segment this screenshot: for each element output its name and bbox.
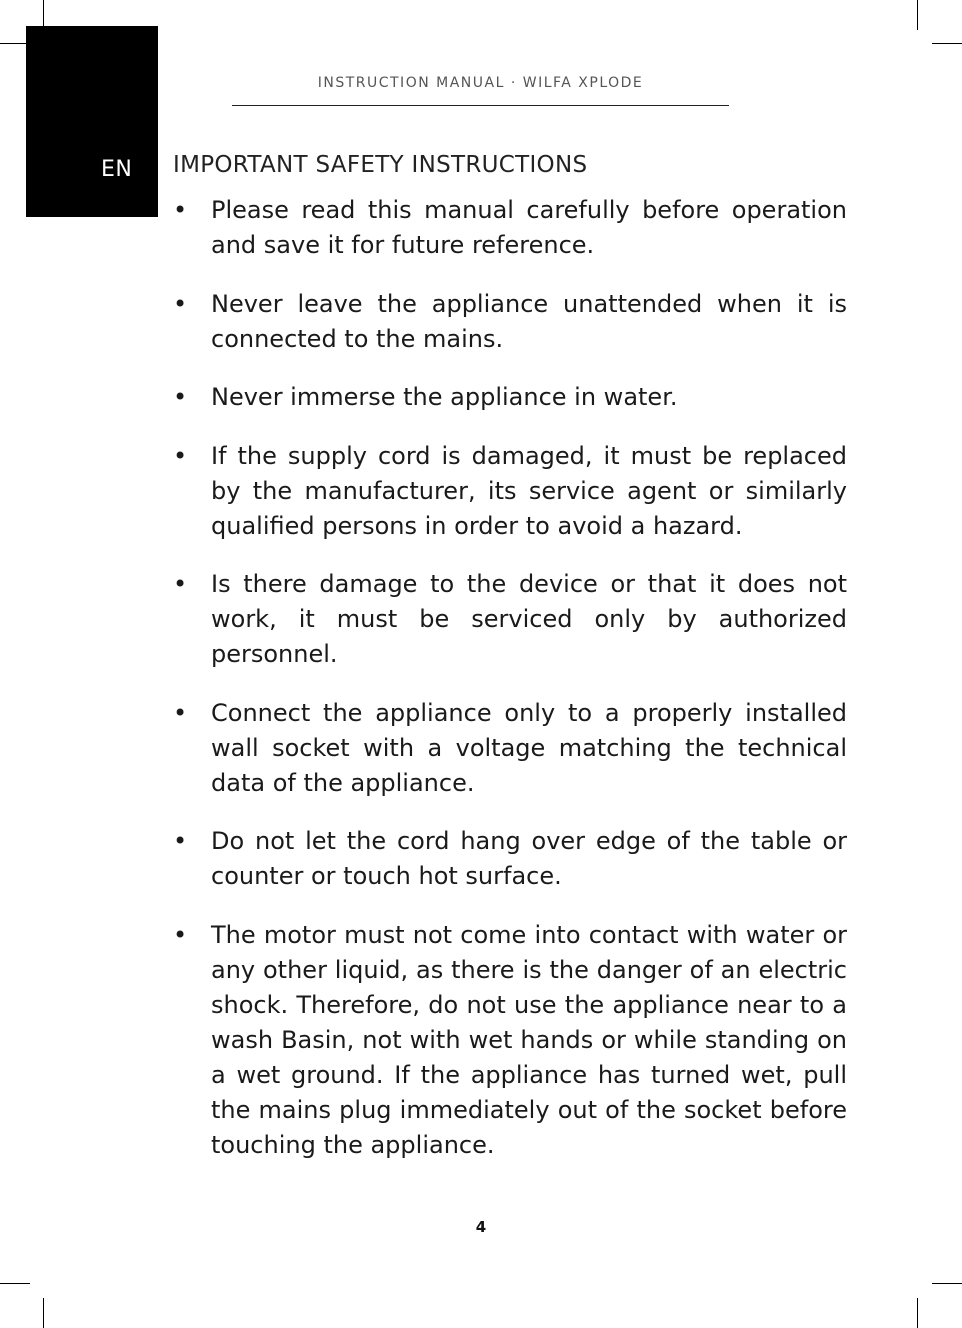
bullet-icon: •: [173, 383, 188, 411]
header-divider: [232, 105, 729, 106]
list-item-text: Connect the appliance only to a properly installed wall socket with a voltage matching the technical data of the appliance.: [211, 698, 847, 797]
bullet-icon: •: [173, 920, 188, 949]
language-tab-label: EN: [101, 157, 133, 182]
bullet-icon: •: [173, 196, 188, 224]
crop-mark-bottom-right-horizontal: [932, 1283, 962, 1284]
crop-mark-top-right-horizontal: [932, 43, 962, 44]
list-item: [173, 287, 847, 357]
language-tab: [26, 26, 158, 217]
crop-mark-bottom-left-horizontal: [0, 1283, 30, 1284]
list-item: [173, 380, 847, 415]
crop-mark-bottom-left-vertical: [43, 1298, 44, 1328]
list-item: [173, 918, 847, 1163]
list-item: [173, 567, 847, 672]
page-number: 4: [475, 1218, 487, 1236]
list-item-text: Never immerse the appliance in water.: [211, 383, 678, 411]
list-item: [173, 193, 847, 263]
list-item-text: Do not let the cord hang over edge of the table or counter or touch hot surface.: [211, 827, 847, 890]
list-item-text: If the supply cord is damaged, it must be replaced by the manufacturer, its service agent or similarly qualified persons in order to avoid a hazard.: [211, 441, 847, 540]
safety-instructions-list: [173, 193, 847, 1186]
bullet-icon: •: [173, 441, 188, 470]
list-item: [173, 696, 847, 801]
running-header: INSTRUCTION MANUAL · WILFA XPLODE: [317, 75, 644, 91]
list-item-text: Never leave the appliance unattended when it is connected to the mains.: [211, 289, 847, 353]
bullet-icon: •: [173, 698, 188, 727]
list-item-text: Is there damage to the device or that it does not work, it must be serviced only by authorized personnel.: [211, 570, 847, 668]
bullet-icon: •: [173, 570, 188, 598]
bullet-icon: •: [173, 827, 188, 855]
list-item: [173, 824, 847, 894]
crop-mark-bottom-right-vertical: [917, 1298, 918, 1328]
list-item: [173, 439, 847, 544]
bullet-icon: •: [173, 289, 188, 318]
crop-mark-top-right-vertical: [917, 0, 918, 30]
section-title: IMPORTANT SAFETY INSTRUCTIONS: [173, 152, 588, 178]
list-item-text: The motor must not come into contact with water or any other liquid, as there is the danger of an electric shock. Therefore, do not use the appliance near to a wash Basin, not with wet hands or while standing on a wet ground. If the appliance has turned wet, pull the mains plug immediately out of the socket before touching the appliance.: [211, 920, 847, 1159]
list-item-text: Please read this manual carefully before operation and save it for future reference.: [211, 196, 847, 259]
